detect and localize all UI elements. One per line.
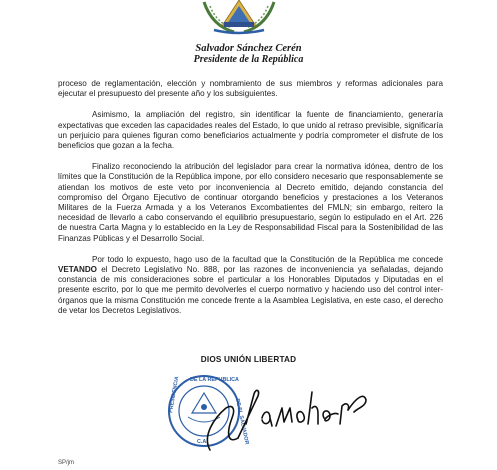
paragraph-4-after: el Decreto Legislativo No. 888, por las razones de inconveniencia ya señaladas, dejando constancia de mis consideraciones sobre el particular a los Honorables Diputados y Diputadas en el presente escrito, por lo que me permito devolverles el cuerpo normativo y haciendo uso del control inter-órganos que la misma Constitución me concede frente a la Asamblea Legislativa, en este caso, el derecho de vetar los Decretos Legislativos. (58, 265, 443, 315)
closing-motto: DIOS UNIÓN LIBERTAD (200, 355, 297, 364)
svg-text:DE EL SALVADOR: DE EL SALVADOR (234, 398, 250, 446)
sender-block (0, 43, 497, 65)
paragraph-2: Asimismo, la ampliación del registro, sin identificar la fuente de financiamiento, generaría expectativas que exceden las capacidades reales del Estado, lo que unido al retraso previsible, significaría un perjuicio para quienes figuran como beneficiarios actualmente y podría comprometer el disfrute de los beneficios que gozan a la fecha. (58, 110, 443, 151)
svg-text:DE LA REPUBLICA: DE LA REPUBLICA (190, 377, 239, 383)
veto-emphasis: VETANDO (58, 265, 97, 275)
sender-title: Presidente de la República (193, 54, 304, 65)
paragraph-4 (58, 255, 443, 316)
svg-text:PRESIDENCIA: PRESIDENCIA (168, 376, 181, 414)
footer-reference: SP/jm (58, 460, 75, 466)
paragraph-1: proceso de reglamentación, elección y nombramiento de sus miembros y reformas adicionales para ejecutar el presupuesto del presente año y los subsiguientes. (58, 79, 443, 99)
paragraph-4-before: Por todo lo expuesto, hago uso de la facultad que la Constitución de la República me concede (92, 254, 443, 264)
paragraph-3: Finalizo reconociendo la atribución del legislador para crear la normativa idónea, dentro de los límites que la Constitución de la República impone, por ello considero necesario que responsablemente se atiendan los motivos de este veto por inconveniencia al Decreto emitido, dejando constancia del compromiso del Órgano Ejecutivo de continuar otorgando beneficios y prestaciones a los Veteranos Militares de la Fuerza Armada y a los Veteranos Excombatientes del FMLN; sin embargo, reitero la necesidad de llevarlo a cabo conservando el equilibrio presupuestario, según lo estipulado en el Art. 226 de nuestra Carta Magna y lo establecido en la Ley de Responsabilidad Fiscal para la Sostenibilidad de las Finanzas Públicas y el Desarrollo Social. (58, 162, 443, 243)
sender-name: Salvador Sánchez Cerén (195, 43, 302, 54)
handwritten-signature (198, 378, 368, 458)
letter-body (58, 79, 443, 327)
svg-text:C.A.: C.A. (197, 439, 208, 445)
coat-of-arms-icon (200, 0, 278, 34)
